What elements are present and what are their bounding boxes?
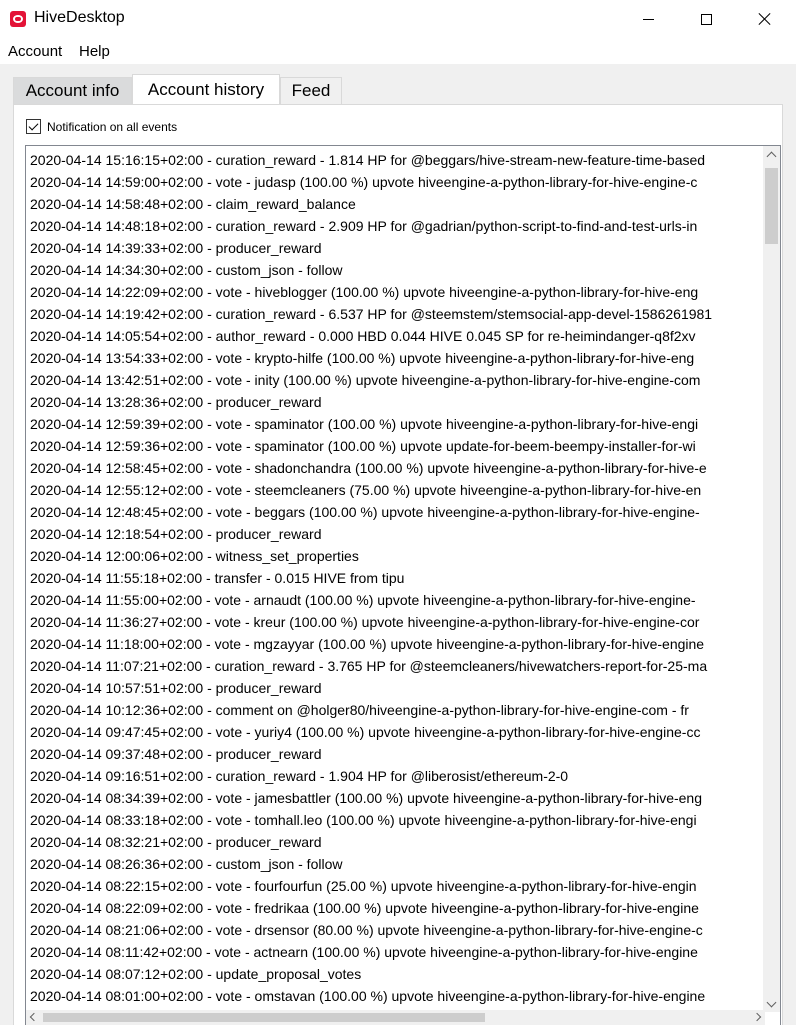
history-list-item[interactable]: 2020-04-14 11:18:00+02:00 - vote - mgzayyar (100.00 %) upvote hiveengine-a-python-library-for-hive-engine [30,636,705,652]
history-list-item[interactable]: 2020-04-14 14:19:42+02:00 - curation_reward - 6.537 HP for @steemstem/stemsocial-app-devel-1586261981 [30,306,713,322]
history-list-item[interactable]: 2020-04-14 14:22:09+02:00 - vote - hiveblogger (100.00 %) upvote hiveengine-a-python-library-for-hive-eng [30,284,699,300]
history-list-item[interactable]: 2020-04-14 14:34:30+02:00 - custom_json - follow [30,262,343,278]
close-button[interactable] [736,0,794,38]
history-list-item[interactable]: 2020-04-14 13:54:33+02:00 - vote - krypto-hilfe (100.00 %) upvote hiveengine-a-python-library-for-hive-eng [30,350,695,366]
menu-help[interactable]: Help [79,43,110,60]
history-list-item[interactable]: 2020-04-14 08:21:06+02:00 - vote - drsensor (80.00 %) upvote hiveengine-a-python-library-for-hive-engine-c [30,922,703,938]
history-list-item[interactable]: 2020-04-14 08:33:18+02:00 - vote - tomhall.leo (100.00 %) upvote hiveengine-a-python-library-for-hive-engi [30,812,697,828]
history-list [30,149,746,1025]
history-list-item[interactable]: 2020-04-14 14:05:54+02:00 - author_reward - 0.000 HBD 0.044 HIVE 0.045 SP for re-heimindanger-q8f2xv [30,328,696,344]
history-list-item[interactable]: 2020-04-14 09:47:45+02:00 - vote - yuriy4 (100.00 %) upvote hiveengine-a-python-library-for-hive-engine-cc [30,724,701,740]
chevron-up-icon [767,152,777,162]
history-list-item[interactable]: 2020-04-14 11:36:27+02:00 - vote - kreur (100.00 %) upvote hiveengine-a-python-library-for-hive-engine-cor [30,614,700,630]
history-list-item[interactable]: 2020-04-14 12:59:39+02:00 - vote - spaminator (100.00 %) upvote hiveengine-a-python-library-for-hive-engi [30,416,699,432]
history-list-item[interactable]: 2020-04-14 11:55:00+02:00 - vote - arnaudt (100.00 %) upvote hiveengine-a-python-library-for-hive-engine- [30,592,696,608]
history-list-item[interactable]: 2020-04-14 08:22:09+02:00 - vote - fredrikaa (100.00 %) upvote hiveengine-a-python-library-for-hive-engine [30,900,699,916]
notification-checkbox-label[interactable]: Notification on all events [47,120,178,134]
menu-account[interactable]: Account [8,43,63,60]
tab-feed[interactable]: Feed [280,77,342,104]
chevron-down-icon [767,998,777,1008]
history-list-item[interactable]: 2020-04-14 13:28:36+02:00 - producer_reward [30,394,322,410]
history-list-item[interactable]: 2020-04-14 09:16:51+02:00 - curation_reward - 1.904 HP for @liberosist/ethereum-2-0 [30,768,569,784]
minimize-button[interactable] [619,0,677,38]
history-list-item[interactable]: 2020-04-14 14:39:33+02:00 - producer_reward [30,240,322,256]
horizontal-scrollbar[interactable] [26,1010,765,1025]
history-list-item[interactable]: 2020-04-14 11:55:18+02:00 - transfer - 0.015 HIVE from tipu [30,570,405,586]
history-list-item[interactable]: 2020-04-14 14:59:00+02:00 - vote - judasp (100.00 %) upvote hiveengine-a-python-library-for-hive-engine-c [30,174,698,190]
title-bar [0,0,796,38]
history-listbox[interactable] [25,145,781,1025]
notification-checkbox[interactable] [26,119,41,134]
window-title: HiveDesktop [34,9,125,26]
history-list-item[interactable]: 2020-04-14 13:42:51+02:00 - vote - inity (100.00 %) upvote hiveengine-a-python-library-for-hive-engine-com [30,372,701,388]
chevron-left-icon[interactable] [30,1013,38,1021]
history-list-item[interactable]: 2020-04-14 12:48:45+02:00 - vote - beggars (100.00 %) upvote hiveengine-a-python-library-for-hive-engine- [30,504,700,520]
history-list-item[interactable]: 2020-04-14 11:07:21+02:00 - curation_reward - 3.765 HP for @steemcleaners/hivewatchers-report-for-25-ma [30,658,708,674]
history-list-item[interactable]: 2020-04-14 14:58:48+02:00 - claim_reward_balance [30,196,356,212]
history-list-item[interactable]: 2020-04-14 08:07:12+02:00 - update_proposal_votes [30,966,362,982]
history-list-item[interactable]: 2020-04-14 08:26:36+02:00 - custom_json - follow [30,856,343,872]
vertical-scroll-thumb[interactable] [765,168,778,244]
minimize-icon [643,19,654,20]
menu-bar [0,38,796,64]
history-list-item[interactable]: 2020-04-14 10:57:51+02:00 - producer_reward [30,680,322,696]
history-list-item[interactable]: 2020-04-14 12:59:36+02:00 - vote - spaminator (100.00 %) upvote update-for-beem-beempy-installer-for-wi [30,438,696,454]
history-list-item[interactable]: 2020-04-14 10:12:36+02:00 - comment on @holger80/hiveengine-a-python-library-for-hive-engine-com - fr [30,702,689,718]
scroll-down-button[interactable] [763,995,780,1012]
account-history-panel [13,104,783,1025]
history-list-item[interactable]: 2020-04-14 14:48:18+02:00 - curation_reward - 2.909 HP for @gadrian/python-script-to-find-and-test-urls-in [30,218,698,234]
maximize-icon [701,14,712,25]
history-list-item[interactable]: 2020-04-14 08:01:00+02:00 - vote - omstavan (100.00 %) upvote hiveengine-a-python-library-for-hive-engine [30,988,706,1004]
vertical-scrollbar[interactable] [763,146,780,1012]
history-list-item[interactable]: 2020-04-14 09:37:48+02:00 - producer_reward [30,746,322,762]
close-icon [758,12,772,26]
history-list-item[interactable]: 2020-04-14 08:11:42+02:00 - vote - actnearn (100.00 %) upvote hiveengine-a-python-library-for-hive-engine [30,944,698,960]
tab-account-info[interactable]: Account info [13,77,132,104]
history-list-item[interactable]: 2020-04-14 08:22:15+02:00 - vote - fourfourfun (25.00 %) upvote hiveengine-a-python-library-for-hive-engin [30,878,697,894]
horizontal-scroll-thumb[interactable] [43,1013,485,1022]
tab-account-history[interactable]: Account history [132,74,280,104]
maximize-button[interactable] [677,0,735,38]
scroll-up-button[interactable] [763,146,780,163]
history-list-item[interactable]: 2020-04-14 12:55:12+02:00 - vote - steemcleaners (75.00 %) upvote hiveengine-a-python-library-for-hive-en [30,482,702,498]
chevron-right-icon[interactable] [753,1013,761,1021]
history-list-item[interactable]: 2020-04-14 08:32:21+02:00 - producer_reward [30,834,322,850]
history-list-item[interactable]: 2020-04-14 12:18:54+02:00 - producer_reward [30,526,322,542]
history-list-item[interactable]: 2020-04-14 08:34:39+02:00 - vote - jamesbattler (100.00 %) upvote hiveengine-a-python-library-for-hive-eng [30,790,703,806]
history-list-item[interactable]: 2020-04-14 15:16:15+02:00 - curation_reward - 1.814 HP for @beggars/hive-stream-new-feature-time-based [30,152,706,168]
history-list-item[interactable]: 2020-04-14 12:00:06+02:00 - witness_set_properties [30,548,359,564]
hive-logo-icon [10,11,26,27]
history-list-item[interactable]: 2020-04-14 12:58:45+02:00 - vote - shadonchandra (100.00 %) upvote hiveengine-a-python-library-for-hive-e [30,460,707,476]
